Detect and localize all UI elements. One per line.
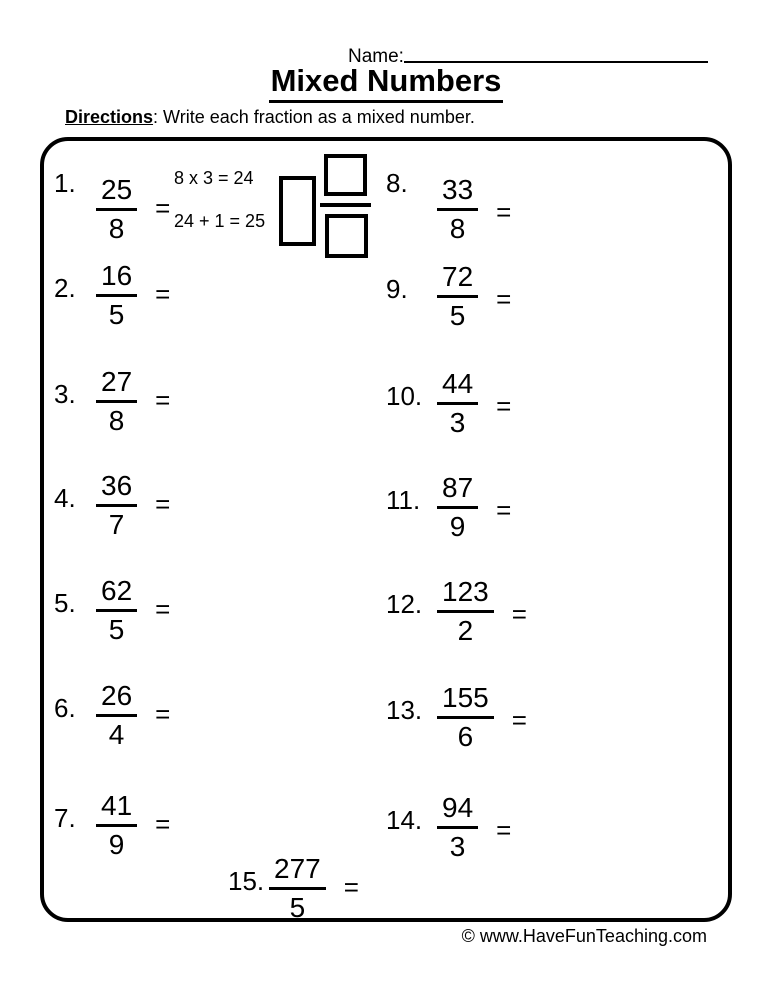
- problem-number: 11.: [386, 484, 421, 515]
- problem-number: 10.: [386, 380, 423, 411]
- problem-number: 7.: [54, 802, 76, 833]
- fraction-denominator: 2: [457, 614, 474, 646]
- fraction: [96, 366, 137, 435]
- fraction-numerator: 36: [96, 470, 137, 507]
- problem-8: [386, 167, 512, 244]
- problem-2: [54, 259, 170, 329]
- fraction-denominator: 5: [289, 891, 306, 923]
- fraction-numerator: 26: [96, 680, 137, 717]
- fraction-denominator: 8: [449, 212, 466, 244]
- answer-box-whole-number[interactable]: [279, 176, 316, 246]
- fraction-denominator: 8: [108, 404, 125, 436]
- problem-6: [54, 679, 170, 749]
- fraction-denominator: 5: [449, 299, 466, 331]
- problem-11: [386, 471, 511, 541]
- fraction-numerator: 155: [437, 682, 494, 719]
- equals-sign: =: [155, 192, 171, 223]
- problem-number: 13.: [386, 694, 423, 725]
- problem-12: [386, 575, 527, 645]
- fraction: [96, 680, 137, 749]
- fraction: [437, 174, 478, 243]
- fraction-numerator: 87: [437, 472, 478, 509]
- problem-14: [386, 791, 511, 861]
- fraction: [437, 472, 478, 541]
- equals-sign: =: [155, 384, 171, 415]
- answer-fraction-line: [320, 203, 371, 207]
- fraction-numerator: 62: [96, 575, 137, 612]
- equals-sign: =: [511, 704, 527, 735]
- problem-number: 8.: [386, 167, 408, 198]
- fraction-numerator: 72: [437, 261, 478, 298]
- problem-number: 12.: [386, 588, 423, 619]
- page-title: Mixed Numbers: [0, 63, 772, 103]
- fraction-numerator: 277: [269, 853, 326, 890]
- example-step-1: 8 x 3 = 24: [174, 168, 254, 188]
- answer-box-denominator[interactable]: [325, 214, 368, 258]
- fraction: [437, 576, 494, 645]
- fraction-numerator: 41: [96, 790, 137, 827]
- fraction-numerator: 123: [437, 576, 494, 613]
- problem-3: [54, 365, 170, 435]
- equals-sign: =: [155, 698, 171, 729]
- fraction: [437, 792, 478, 861]
- fraction-numerator: 25: [96, 174, 137, 211]
- problem-number: 3.: [54, 378, 76, 409]
- problem-number: 9.: [386, 273, 408, 304]
- equals-sign: =: [496, 494, 512, 525]
- fraction-denominator: 9: [449, 510, 466, 542]
- directions-text: : Write each fraction as a mixed number.: [153, 107, 475, 127]
- equals-sign: =: [343, 871, 359, 902]
- fraction: [269, 853, 326, 922]
- problem-10: [386, 367, 511, 437]
- fraction: [96, 174, 137, 243]
- problem-number: 15.: [228, 865, 265, 896]
- fraction-denominator: 4: [108, 718, 125, 750]
- example-step-2: 24 + 1 = 25: [174, 211, 266, 231]
- fraction: [437, 368, 478, 437]
- directions: [65, 107, 475, 128]
- problem-4: [54, 469, 170, 539]
- fraction-denominator: 5: [108, 613, 125, 645]
- problem-number: 14.: [386, 804, 423, 835]
- equals-sign: =: [496, 390, 512, 421]
- footer-credit: © www.HaveFunTeaching.com: [461, 926, 707, 946]
- problem-7: [54, 789, 170, 859]
- problem-1: [54, 167, 171, 244]
- problem-9: [386, 260, 511, 330]
- problem-13: [386, 681, 527, 751]
- fraction-numerator: 27: [96, 366, 137, 403]
- problems-box: [40, 137, 732, 922]
- problem-number: 2.: [54, 272, 76, 303]
- fraction: [437, 261, 478, 330]
- fraction-denominator: 8: [108, 212, 125, 244]
- problem-number: 1.: [54, 167, 76, 198]
- fraction-denominator: 7: [108, 508, 125, 540]
- fraction-denominator: 5: [108, 298, 125, 330]
- fraction: [96, 575, 137, 644]
- fraction-numerator: 44: [437, 368, 478, 405]
- fraction-numerator: 33: [437, 174, 478, 211]
- equals-sign: =: [155, 278, 171, 309]
- equals-sign: =: [155, 593, 171, 624]
- equals-sign: =: [496, 196, 512, 227]
- fraction-numerator: 16: [96, 260, 137, 297]
- problem-5: [54, 574, 170, 644]
- equals-sign: =: [155, 808, 171, 839]
- problem-number: 4.: [54, 482, 76, 513]
- problem-15: [228, 852, 359, 922]
- fraction-denominator: 3: [449, 830, 466, 862]
- equals-sign: =: [511, 598, 527, 629]
- directions-label: Directions: [65, 107, 154, 127]
- problem-number: 6.: [54, 692, 76, 723]
- fraction: [437, 682, 494, 751]
- equals-sign: =: [496, 814, 512, 845]
- name-label: Name:: [348, 46, 404, 67]
- fraction: [96, 790, 137, 859]
- problem-number: 5.: [54, 587, 76, 618]
- name-write-line[interactable]: [404, 40, 708, 63]
- fraction-numerator: 94: [437, 792, 478, 829]
- answer-box-numerator[interactable]: [324, 154, 367, 196]
- equals-sign: =: [155, 488, 171, 519]
- equals-sign: =: [496, 283, 512, 314]
- fraction-denominator: 6: [457, 720, 474, 752]
- fraction: [96, 260, 137, 329]
- fraction-denominator: 9: [108, 828, 125, 860]
- fraction-denominator: 3: [449, 406, 466, 438]
- fraction: [96, 470, 137, 539]
